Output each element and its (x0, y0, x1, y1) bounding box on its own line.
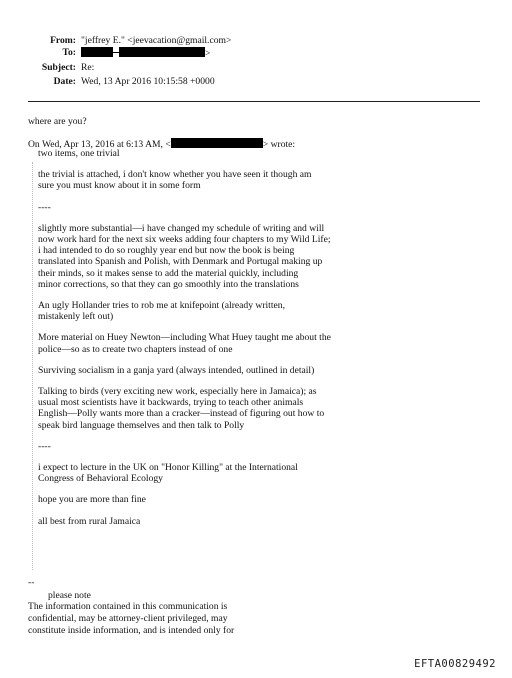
quoted-line: i had intended to do so roughly year end but now the book is being (38, 245, 295, 257)
header-to-row (0, 47, 512, 61)
signature-line: please note (48, 590, 91, 601)
quoted-line: An ugly Hollander tries to rob me at knifepoint (already written, (38, 300, 285, 311)
date-label: Date: (53, 76, 76, 87)
signature-line: confidential, may be attorney-client privileged, may (28, 613, 228, 624)
quoted-line: now work hard for the next six weeks adding four chapters to my Wild Life; (38, 234, 331, 245)
quoted-line: English—Polly wants more than a cracker—instead of figuring out how to (38, 408, 325, 420)
redaction-box (171, 138, 263, 148)
redaction-box (119, 47, 205, 57)
signature-line: The information contained in this communication is (28, 601, 228, 612)
quoted-line: slightly more substantial—i have changed my schedule of writing and will (38, 222, 325, 234)
quoted-line: speak bird language themselves and then talk to Polly (38, 419, 245, 431)
quote-intro-start: On Wed, Apr 13, 2016 at 6:13 AM, < (28, 139, 171, 150)
quoted-line: ---- (38, 201, 51, 213)
to-value (81, 47, 210, 59)
quote-bar (32, 162, 34, 570)
quoted-line: translated into Spanish and Polish, with Denmark and Portugal making up (38, 256, 323, 268)
quoted-line: sure you must know about it in some form (38, 180, 201, 192)
quoted-line: Congress of Behavioral Ecology (38, 473, 163, 485)
header-subject-row (0, 62, 512, 76)
quoted-line: minor corrections, so that they can go smoothly into the translations (38, 278, 299, 290)
document-id: EFTA00829492 (414, 658, 496, 670)
quoted-line: police—so as to create two chapters instead of one (38, 343, 233, 355)
quoted-line: Surviving socialism in a ganja yard (always intended, outlined in detail) (38, 364, 315, 376)
quoted-line: hope you are more than fine (38, 494, 146, 506)
quoted-line: all best from rural Jamaica (38, 515, 141, 527)
redaction-box (81, 47, 113, 57)
to-label: To: (62, 47, 76, 58)
header-divider (28, 101, 480, 102)
subject-value: Re: (81, 62, 95, 73)
quoted-line: two items, one trivial (38, 148, 120, 159)
quoted-line: ---- (38, 440, 51, 452)
from-label: From: (50, 35, 76, 46)
date-value: Wed, 13 Apr 2016 10:15:58 +0000 (81, 76, 215, 87)
subject-label: Subject: (41, 62, 76, 73)
quoted-line: their minds, so it makes sense to add the material quickly, including (38, 267, 299, 279)
signature-line: constitute inside information, and is intended only for (28, 625, 235, 636)
quoted-line: usual most scientists have it backwards, trying to teach other animals (38, 397, 304, 409)
signature-dashes: -- (28, 577, 35, 588)
from-value: "jeffrey E." <jeevacation@gmail.com> (81, 35, 232, 46)
quoted-line: More material on Huey Newton—including What Huey taught me about the (38, 332, 331, 344)
quoted-line: the trivial is attached, i don't know whether you have seen it though am (38, 169, 312, 181)
quote-intro-end: > wrote: (262, 139, 296, 150)
reply-text: where are you? (28, 116, 87, 127)
header-date-row (0, 76, 512, 90)
quoted-line: i expect to lecture in the UK on "Honor Killing" at the International (38, 462, 298, 473)
quoted-line: Talking to birds (very exciting new work, especially here in Jamaica); as (38, 386, 317, 397)
quoted-line: mistakenly left out) (38, 311, 114, 323)
to-value-end: > (205, 48, 211, 59)
